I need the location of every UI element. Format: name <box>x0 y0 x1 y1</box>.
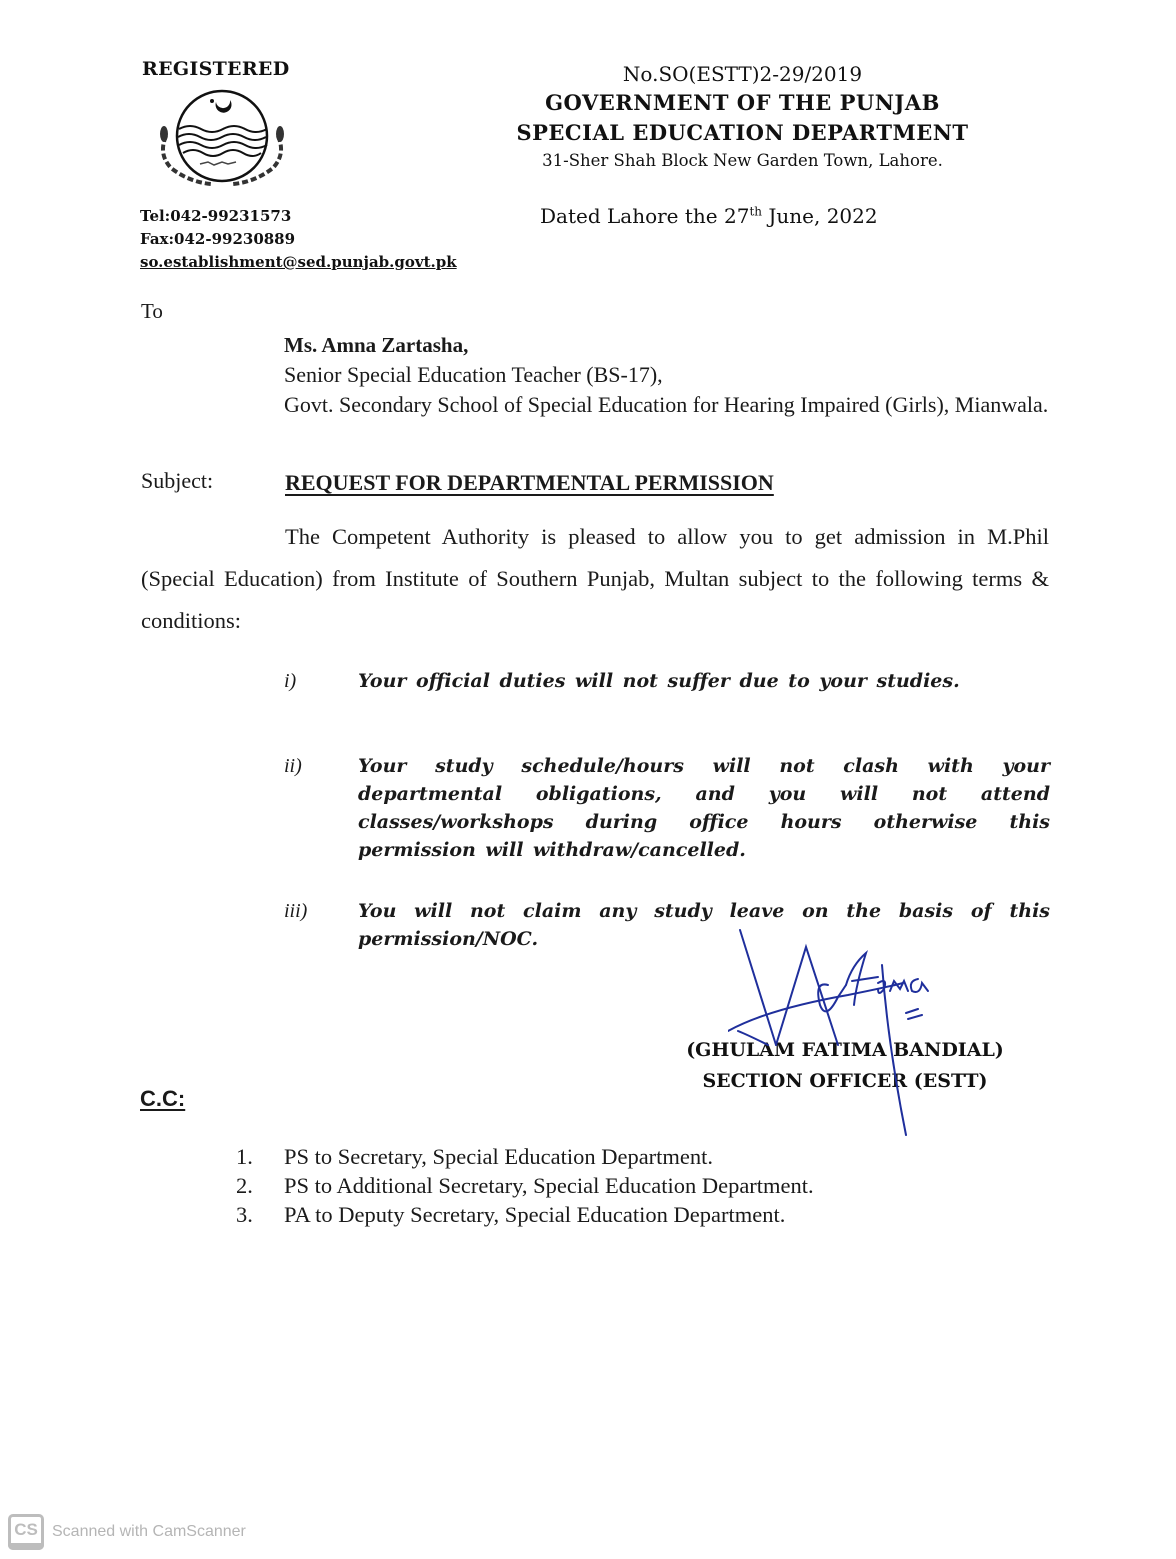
recipient-name: Ms. Amna Zartasha, <box>284 333 469 357</box>
department-address: 31-Sher Shah Block New Garden Town, Lahore. <box>542 151 943 170</box>
contact-block <box>140 205 457 274</box>
signature-icon <box>728 925 948 1145</box>
recipient-designation: Senior Special Education Teacher (BS-17), <box>284 362 663 387</box>
condition-item <box>284 752 1050 864</box>
recipient-institution: Govt. Secondary School of Special Education for Hearing Impaired (Girls), Mianwala. <box>284 392 1049 417</box>
body-paragraph: The Competent Authority is pleased to allow you to get admission in M.Phil (Special Education) from Institute of Southern Punjab, Multan subject to the following terms & conditions: <box>141 524 1049 633</box>
subject-text: REQUEST FOR DEPARTMENTAL PERMISSION <box>285 470 774 495</box>
fax: Fax:042-99230889 <box>140 230 296 248</box>
cc-item: 2. PS to Additional Secretary, Special Education Department. <box>236 1173 814 1198</box>
signatory-name: (GHULAM FATIMA BANDIAL) <box>686 1039 1004 1061</box>
to-label: To <box>141 299 163 323</box>
condition-text: Your study schedule/hours will not clash with your departmental obligations, and you will not attend classes/workshops during office hours otherwise this permission will withdraw/cancelled. <box>358 755 1050 861</box>
letterhead <box>470 60 1015 174</box>
telephone: Tel:042-99231573 <box>140 207 292 225</box>
camscanner-text: Scanned with CamScanner <box>52 1523 246 1540</box>
addressee-block <box>284 330 1050 420</box>
cc-list <box>236 1142 814 1229</box>
condition-item <box>284 667 1050 695</box>
cc-item: 1. PS to Secretary, Special Education Department. <box>236 1144 714 1169</box>
email-link[interactable]: so.establishment@sed.punjab.govt.pk <box>140 253 457 271</box>
reference-number: No.SO(ESTT)2-29/2019 <box>622 62 863 86</box>
condition-text: You will not claim any study leave on the basis of this permission/NOC. <box>358 900 1050 950</box>
punjab-emblem-icon <box>150 84 295 194</box>
condition-number: ii) <box>284 755 302 777</box>
department-title: SPECIAL EDUCATION DEPARTMENT <box>516 120 969 145</box>
registered-label: REGISTERED <box>142 58 290 80</box>
camscanner-watermark <box>8 1514 246 1550</box>
condition-number: i) <box>284 670 297 692</box>
condition-number: iii) <box>284 900 308 922</box>
signatory-title: SECTION OFFICER (ESTT) <box>702 1070 988 1092</box>
camscanner-logo-icon: CS <box>8 1514 44 1550</box>
letter-date: Dated Lahore the 27th June, 2022 <box>540 204 878 228</box>
condition-text: Your official duties will not suffer due to your studies. <box>358 670 960 692</box>
government-title: GOVERNMENT OF THE PUNJAB <box>545 90 940 115</box>
cc-item: 3. PA to Deputy Secretary, Special Education Department. <box>236 1202 786 1227</box>
cc-label: C.C: <box>140 1086 186 1111</box>
subject-label: Subject: <box>141 468 214 493</box>
